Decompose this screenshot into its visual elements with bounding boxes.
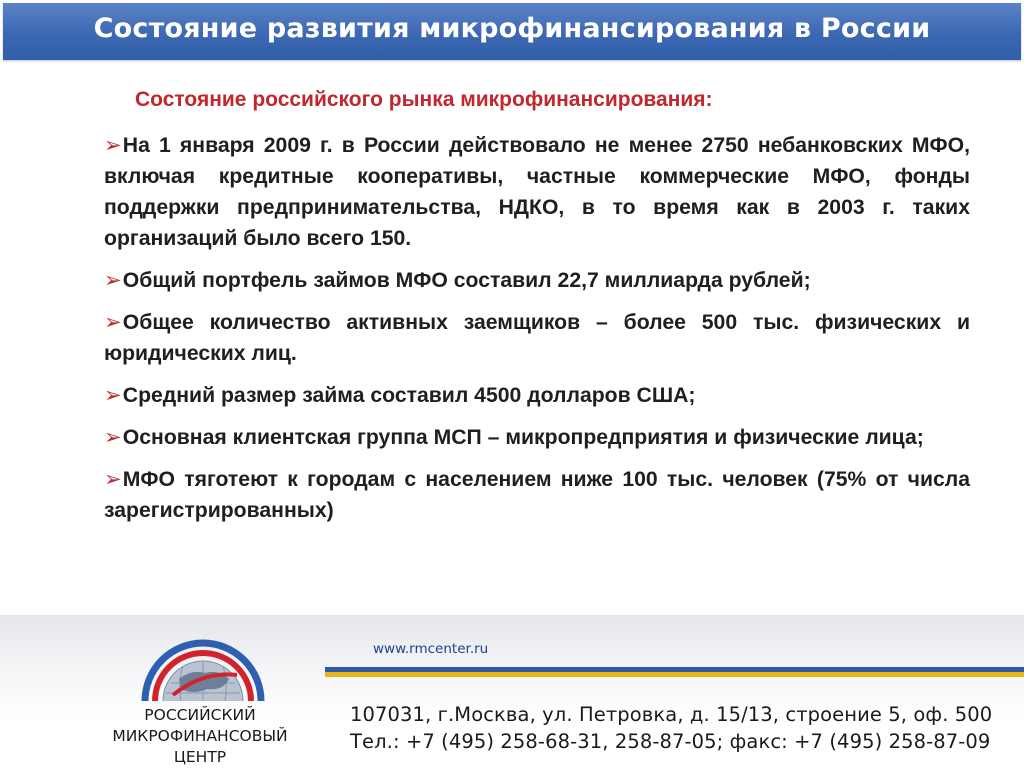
bullet-item xyxy=(104,422,970,453)
logo-line: ЦЕНТР xyxy=(173,748,227,766)
arrow-bullet-icon: ➢ xyxy=(104,311,122,334)
logo-line: МИКРОФИНАНСОВЫЙ xyxy=(112,727,288,745)
page-title: Состояние развития микрофинансирования в России xyxy=(93,13,931,44)
bullet-text: Общее количество активных заемщиков – более 500 тыс. физических и юридических лиц. xyxy=(104,311,970,365)
bullet-item xyxy=(104,265,970,296)
bullet-text: Основная клиентская группа МСП – микропредприятия и физические лица; xyxy=(122,426,924,449)
arrow-bullet-icon: ➢ xyxy=(104,468,122,491)
logo-line: РОССИЙСКИЙ xyxy=(144,706,256,724)
bullet-item xyxy=(104,307,970,369)
bullet-item xyxy=(104,464,970,526)
bullet-text: На 1 января 2009 г. в России действовало не менее 2750 небанковских МФО, включая кредитные кооперативы, частные коммерческие МФО, фонды поддержки предпринимательства, НДКО, в то время как в 2003 г. таких организаций было всего 150. xyxy=(104,134,970,250)
website-link[interactable]: www.rmcenter.ru xyxy=(373,641,489,657)
bullet-text: МФО тяготеют к городам с населением ниже 100 тыс. человек (75% от числа зарегистрированных) xyxy=(104,468,970,522)
bullet-item xyxy=(104,380,970,411)
arrow-bullet-icon: ➢ xyxy=(104,269,122,292)
bullet-text: Средний размер займа составил 4500 долларов США; xyxy=(122,384,696,407)
postal-address: 107031, г.Москва, ул. Петровка, д. 15/13, строение 5, оф. 500 xyxy=(350,703,993,726)
bullet-item xyxy=(104,130,970,254)
arrow-bullet-icon: ➢ xyxy=(104,426,122,449)
arrow-bullet-icon: ➢ xyxy=(104,384,122,407)
globe-logo-icon xyxy=(133,621,273,706)
section-subtitle: Состояние российского рынка микрофинансирования: xyxy=(135,88,713,111)
bullet-text: Общий портфель займов МФО составил 22,7 миллиарда рублей; xyxy=(122,269,811,292)
arrow-bullet-icon: ➢ xyxy=(104,134,122,157)
logo-organization-name xyxy=(80,705,320,768)
footer xyxy=(0,615,1024,768)
bullet-list xyxy=(104,130,970,537)
contact-phones: Тел.: +7 (495) 258-68-31, 258-87-05; факс: +7 (495) 258-87-09 xyxy=(350,730,991,753)
title-bar xyxy=(3,3,1021,60)
footer-divider-yellow xyxy=(325,672,1024,677)
